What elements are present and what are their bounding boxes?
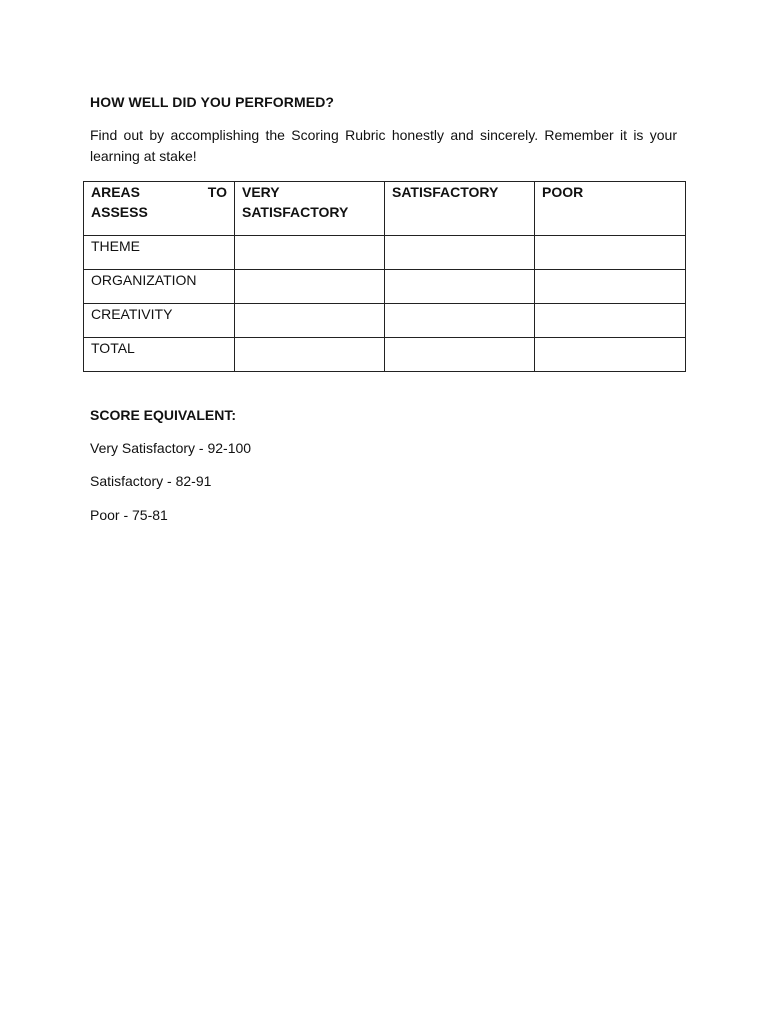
- very-satisfactory-cell: [235, 304, 385, 338]
- header-to-word: TO: [207, 184, 227, 200]
- score-equivalent-item: Satisfactory - 82-91: [90, 473, 212, 489]
- satisfactory-cell: [385, 304, 535, 338]
- satisfactory-cell: [385, 236, 535, 270]
- header-areas-to-assess: [84, 182, 235, 236]
- page-heading: HOW WELL DID YOU PERFORMED?: [90, 94, 335, 110]
- header-assess-word: ASSESS: [91, 204, 148, 220]
- area-cell: CREATIVITY: [84, 304, 235, 338]
- header-very-line2: SATISFACTORY: [242, 204, 349, 220]
- score-equivalent-item: Poor - 75-81: [90, 507, 168, 523]
- intro-paragraph: Find out by accomplishing the Scoring Rubric honestly and sincerely. Remember it is your learning at stake!: [90, 127, 677, 164]
- scoring-rubric-table: [83, 181, 686, 372]
- poor-cell: [535, 304, 686, 338]
- very-satisfactory-cell: [235, 270, 385, 304]
- poor-cell: [535, 338, 686, 372]
- table-header-row: [84, 182, 686, 236]
- table-row: [84, 270, 686, 304]
- table-row: [84, 338, 686, 372]
- header-very-line1: VERY: [242, 184, 280, 200]
- poor-cell: [535, 236, 686, 270]
- poor-cell: [535, 270, 686, 304]
- score-equivalent-item: Very Satisfactory - 92-100: [90, 440, 252, 456]
- table-row: [84, 304, 686, 338]
- very-satisfactory-cell: [235, 236, 385, 270]
- header-very-satisfactory: [235, 182, 385, 236]
- header-areas-word: AREAS: [91, 184, 141, 200]
- header-satisfactory: SATISFACTORY: [385, 182, 535, 236]
- satisfactory-cell: [385, 270, 535, 304]
- area-cell: ORGANIZATION: [84, 270, 235, 304]
- area-cell: THEME: [84, 236, 235, 270]
- area-cell: TOTAL: [84, 338, 235, 372]
- table-row: [84, 236, 686, 270]
- header-poor: POOR: [535, 182, 686, 236]
- satisfactory-cell: [385, 338, 535, 372]
- very-satisfactory-cell: [235, 338, 385, 372]
- score-equivalent-title: SCORE EQUIVALENT:: [90, 407, 236, 423]
